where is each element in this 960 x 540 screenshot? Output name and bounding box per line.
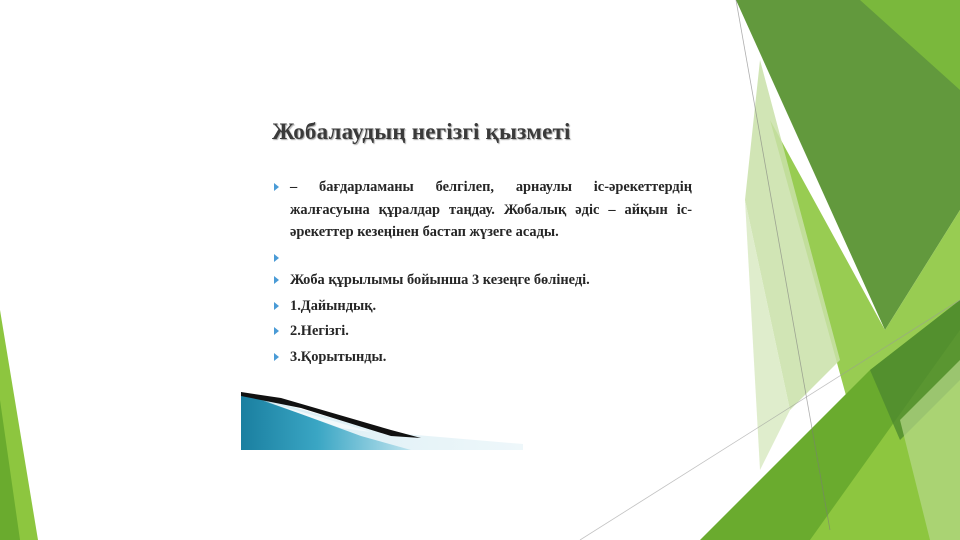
bullet-item: [274, 269, 692, 292]
bullet-text: 3.Қорытынды.: [290, 348, 387, 365]
triangle-right-icon: [274, 302, 279, 310]
triangle-right-icon: [274, 254, 279, 262]
bullet-text: – бағдарламаны белгілеп, арнаулы іс-әрекеттердің жалғасуына құралдар таңдау. Жобалық әдіс – айқын іс-әрекеттер кезеңінен бастап жүзеге асады.: [290, 179, 692, 240]
triangle-right-icon: [274, 353, 279, 361]
triangle-right-icon: [274, 183, 279, 191]
bullet-text: Жоба құрылымы бойынша 3 кезеңге бөлінеді.: [290, 272, 590, 288]
triangle-right-icon: [274, 276, 279, 284]
bullet-item: [274, 346, 692, 369]
bullet-text: 1.Дайындық.: [290, 297, 377, 314]
bullet-item-empty: [274, 247, 692, 270]
bullet-item: [274, 295, 692, 318]
bullet-item: [274, 320, 692, 343]
bullet-text: 2.Негізгі.: [290, 323, 349, 339]
teal-wave-decoration: [241, 392, 523, 450]
slide-title: Жобалаудың негізгі қызметі: [272, 119, 571, 144]
content-image: [241, 104, 700, 450]
triangle-right-icon: [274, 327, 279, 335]
bullet-item: [274, 176, 692, 244]
bullet-list: [274, 176, 692, 368]
